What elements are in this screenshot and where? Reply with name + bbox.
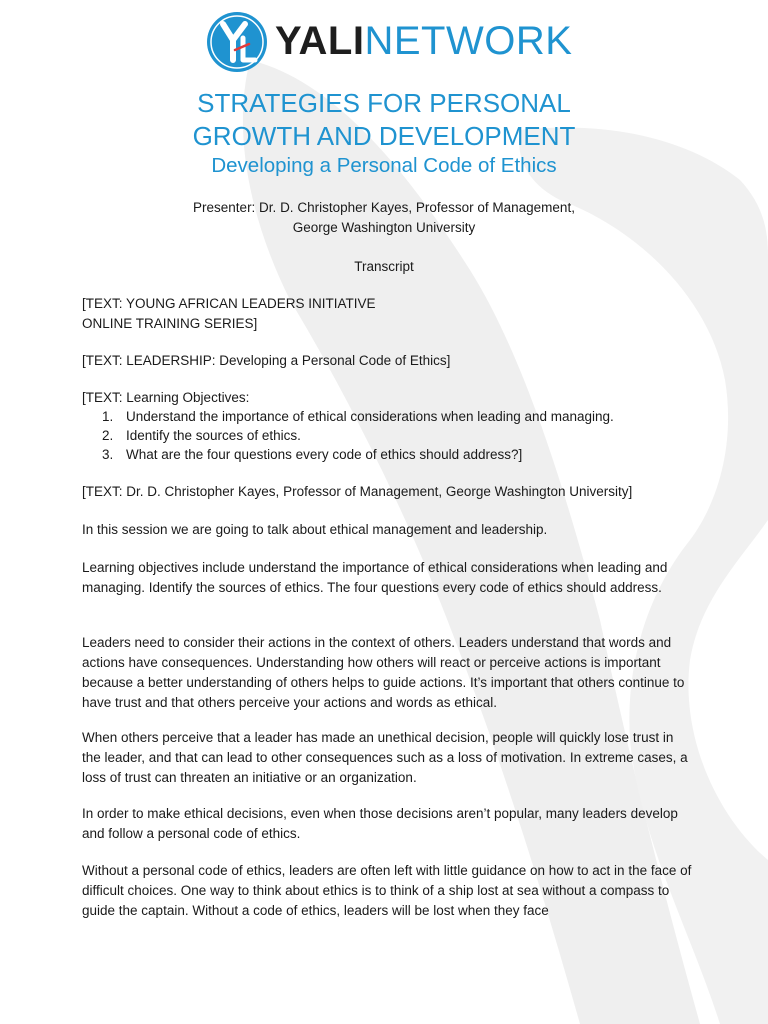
paragraph-1: In this session we are going to talk about ethical management and leadership.: [82, 522, 548, 537]
title-line-2: GROWTH AND DEVELOPMENT: [192, 121, 576, 151]
paragraph-2: Learning objectives include understand the importance of ethical considerations when leading and managing. Identify the sources of ethics. The four questions every code of ethics should address.: [82, 560, 668, 595]
text-tag-presenter: [TEXT: Dr. D. Christopher Kayes, Professor of Management, George Washington University]: [82, 484, 633, 499]
paragraph-4: When others perceive that a leader has made an unethical decision, people will quickly lose trust in the leader, and that can lead to other consequences such as a loss of motivation. In extreme cases, a loss of trust can threaten an initiative or an organization.: [82, 730, 688, 785]
objectives-list: [82, 407, 682, 464]
transcript-label: Transcript: [354, 259, 414, 274]
logo-yali-text: YALI: [275, 19, 365, 63]
text-tag-leadership: [TEXT: LEADERSHIP: Developing a Personal Code of Ethics]: [82, 353, 451, 368]
logo-wordmark: [275, 17, 572, 65]
objective-text: What are the four questions every code of ethics should address?]: [126, 447, 523, 462]
objective-number: 3.: [102, 447, 114, 462]
objective-item: [82, 407, 682, 426]
text-tag-series-line-1: [TEXT: YOUNG AFRICAN LEADERS INITIATIVE: [82, 296, 376, 311]
logo-network-text: NETWORK: [364, 19, 573, 63]
subtitle: Developing a Personal Code of Ethics: [211, 154, 557, 177]
objective-number: 1.: [102, 409, 114, 424]
objective-text: Identify the sources of ethics.: [126, 428, 301, 443]
paragraph-5: In order to make ethical decisions, even when those decisions aren’t popular, many leaders develop and follow a personal code of ethics.: [82, 806, 678, 841]
text-tag-series-line-2: ONLINE TRAINING SERIES]: [82, 316, 258, 331]
objective-item: [82, 426, 682, 445]
presenter-line-2: George Washington University: [292, 220, 476, 235]
presenter-line-1: Presenter: Dr. D. Christopher Kayes, Professor of Management,: [193, 200, 575, 215]
title-line-1: STRATEGIES FOR PERSONAL: [197, 88, 571, 118]
paragraph-3: Leaders need to consider their actions in the context of others. Leaders understand that words and actions have consequences. Understanding how others will react or perceive actions is important because a better understanding of others helps to guide actions. It’s important that others continue to have trust and that others perceive your actions and words as ethical.: [82, 635, 685, 710]
paragraph-6: Without a personal code of ethics, leaders are often left with little guidance on how to act in the face of difficult choices. One way to think about ethics is to think of a ship lost at sea without a compass to guide the captain. Without a code of ethics, leaders will be lost when they face: [82, 863, 692, 918]
objectives-heading: [TEXT: Learning Objectives:: [82, 390, 250, 405]
yali-emblem-icon: [205, 10, 269, 74]
objective-number: 2.: [102, 428, 114, 443]
objective-item: [82, 445, 682, 464]
text-tag-series: [82, 294, 694, 334]
objective-text: Understand the importance of ethical considerations when leading and managing.: [126, 409, 614, 424]
yali-network-logo: [205, 10, 573, 74]
